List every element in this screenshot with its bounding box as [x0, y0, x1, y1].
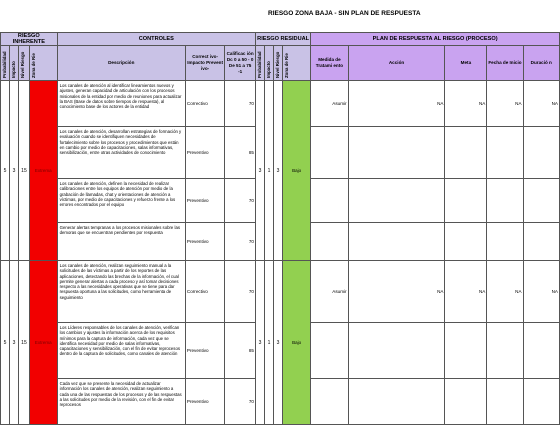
col-tipo-control: Correct ivo- Impacto Prevent ivo- — [185, 46, 224, 81]
duration-cell[interactable]: NA — [523, 261, 559, 323]
col-impacto: Impacto — [11, 61, 16, 78]
empty-cell[interactable] — [523, 223, 559, 261]
residual-prob-cell[interactable]: 3 — [255, 261, 264, 425]
control-score[interactable]: 70 — [225, 179, 256, 223]
header-riesgo-residual: RIESGO RESIDUAL — [255, 33, 310, 46]
control-description[interactable]: Los Líderes responsables de los canales de atención, verifican los cambios y ajustes la información acerca de los requisitos mínimos para la captura de información, cada vez que se identifica necesidad por medio de salas informativas, capacitaciones y sensibilización, con el fin de evitar reprocesos dentro de la captura de solicitudes, como canales de atención — [57, 323, 185, 379]
control-description[interactable]: Cada vez que se presente la necesidad de actualizar información los canales de atención, realizan seguimiento a cada una de las respuestas de los procesos y de las respuestas a las solicitudes por medio de la revisión, con el fin de evitar reprocesos — [57, 379, 185, 425]
empty-cell[interactable] — [348, 127, 445, 179]
residual-zone-cell-bajo[interactable]: Bajo — [282, 261, 310, 425]
residual-impact-cell[interactable]: 1 — [264, 81, 273, 261]
control-type[interactable]: Preventivo — [185, 323, 224, 379]
control-score[interactable]: 70 — [225, 261, 256, 323]
col-meta: Meta — [445, 46, 487, 81]
control-score[interactable]: 70 — [225, 81, 256, 127]
empty-cell[interactable] — [523, 179, 559, 223]
control-description[interactable]: Los canales de atención, definen la necesidad de realizar calibraciones entre los equipos de atención por medio de la grabación de llamadas, chat y orientaciones de atención a víctimas, por medio de capacitaciones y refuerzo frente a los errores encontrados por el equipo — [57, 179, 185, 223]
level-cell[interactable]: 15 — [19, 261, 30, 425]
empty-cell[interactable] — [311, 179, 348, 223]
col-fecha: Fecha de Inicio — [487, 46, 523, 81]
control-type[interactable]: Correctivo — [185, 261, 224, 323]
control-score[interactable]: 85 — [225, 323, 256, 379]
empty-cell[interactable] — [348, 379, 445, 425]
control-type[interactable]: Correctivo — [185, 81, 224, 127]
col-nivel-riesgo: Nivel Riesgo — [20, 51, 25, 78]
impact-cell[interactable]: 3 — [10, 81, 19, 261]
col-r-probabilidad: Probabilidad — [256, 51, 262, 78]
empty-cell[interactable] — [348, 179, 445, 223]
empty-cell[interactable] — [487, 379, 523, 425]
header-controles: CONTROLES — [57, 33, 255, 46]
empty-cell[interactable] — [445, 379, 487, 425]
empty-cell[interactable] — [348, 223, 445, 261]
impact-cell[interactable]: 3 — [10, 261, 19, 425]
empty-cell[interactable] — [523, 127, 559, 179]
empty-cell[interactable] — [348, 323, 445, 379]
zone-cell-extrema[interactable]: Extrema — [29, 261, 57, 425]
control-type[interactable]: Preventivo — [185, 223, 224, 261]
control-type[interactable]: Preventivo — [185, 179, 224, 223]
col-duracion: Duració n — [523, 46, 559, 81]
action-cell[interactable]: NA — [348, 261, 445, 323]
measure-cell[interactable]: Asumir — [311, 81, 348, 127]
action-cell[interactable]: NA — [348, 81, 445, 127]
start-date-cell[interactable]: NA — [487, 261, 523, 323]
control-description[interactable]: Generar alertas tempranas a los procesos misionales sobre las demoras que se encuentran pendientes por respuesta — [57, 223, 185, 261]
col-calificacion: Calificac ión Dc 0 a 50 - 0 De 51 a 75 -1 — [225, 46, 256, 81]
col-r-nivel: Nivel Riesgo — [274, 51, 280, 78]
zone-cell-extrema[interactable]: Extrema — [29, 81, 57, 261]
col-medida: Medida de Tratami ento — [311, 46, 348, 81]
empty-cell[interactable] — [311, 127, 348, 179]
empty-cell[interactable] — [523, 379, 559, 425]
control-score[interactable]: 70 — [225, 379, 256, 425]
start-date-cell[interactable]: NA — [487, 81, 523, 127]
empty-cell[interactable] — [445, 223, 487, 261]
empty-cell[interactable] — [311, 223, 348, 261]
header-riesgo-inherente: RIESGO INHERENTE — [1, 33, 58, 46]
header-plan-respuesta: PLAN DE RESPUESTA AL RIESGO (PROCESO) — [311, 33, 560, 46]
control-description[interactable]: Los canales de atención al identificar lineamientos nuevos y ajustes, generan capacidad de articulación con los procesos misionales de la entidad por medio de reuniones para actualizar la BAS (Base de datos sobre tiempos de respuesta), al conocimiento base de los actores de la entidad — [57, 81, 185, 127]
control-type[interactable]: Preventivo — [185, 127, 224, 179]
duration-cell[interactable]: NA — [523, 81, 559, 127]
goal-cell[interactable]: NA — [445, 81, 487, 127]
empty-cell[interactable] — [487, 223, 523, 261]
control-score[interactable]: 85 — [225, 127, 256, 179]
control-score[interactable]: 70 — [225, 223, 256, 261]
empty-cell[interactable] — [445, 323, 487, 379]
goal-cell[interactable]: NA — [445, 261, 487, 323]
col-accion: Acción — [348, 46, 445, 81]
empty-cell[interactable] — [445, 179, 487, 223]
empty-cell[interactable] — [311, 379, 348, 425]
empty-cell[interactable] — [487, 127, 523, 179]
col-probabilidad: Probabilidad — [2, 51, 7, 78]
col-zona-riesgo: Zona de Rie — [30, 53, 36, 78]
empty-cell[interactable] — [487, 323, 523, 379]
empty-cell[interactable] — [311, 323, 348, 379]
col-descripcion: Descripción — [57, 46, 185, 81]
residual-prob-cell[interactable]: 3 — [255, 81, 264, 261]
control-description[interactable]: Los canales de atención, desarrollan estrategias de formación y evaluación cuando se identifiquen necesidades de fortalecimiento sobre los procesos y procedimientos que están en cambio por medio de capacitaciones, salas informativas, sensibilización, entre otras actividades de conocimiento — [57, 127, 185, 179]
control-description[interactable]: Los canales de atención, realizan seguimiento manual a la solicitudes de las víctimas a partir de los reportes de las aplicaciones, detectando las brechas de la información, el cual permite generar alertas a cada proceso y así tomar decisiones respecto a las necesidades operativas que se tiene para dar respuesta oportuna a las solicitudes, como herramienta de seguimiento — [57, 261, 185, 323]
control-type[interactable]: Preventivo — [185, 379, 224, 425]
col-r-zona: Zona de Rie — [283, 53, 289, 78]
risk-table — [0, 32, 560, 425]
residual-level-cell[interactable]: 3 — [273, 261, 282, 425]
sheet-title: RIESGO ZONA BAJA - SIN PLAN DE RESPUESTA — [268, 10, 421, 17]
level-cell[interactable]: 15 — [19, 81, 30, 261]
empty-cell[interactable] — [445, 127, 487, 179]
col-r-impacto: Impacto — [265, 61, 271, 78]
prob-cell[interactable]: 5 — [1, 261, 10, 425]
measure-cell[interactable]: Asumir — [311, 261, 348, 323]
prob-cell[interactable]: 5 — [1, 81, 10, 261]
residual-zone-cell-bajo[interactable]: Bajo — [282, 81, 310, 261]
residual-level-cell[interactable]: 3 — [273, 81, 282, 261]
empty-cell[interactable] — [487, 179, 523, 223]
empty-cell[interactable] — [523, 323, 559, 379]
residual-impact-cell[interactable]: 1 — [264, 261, 273, 425]
